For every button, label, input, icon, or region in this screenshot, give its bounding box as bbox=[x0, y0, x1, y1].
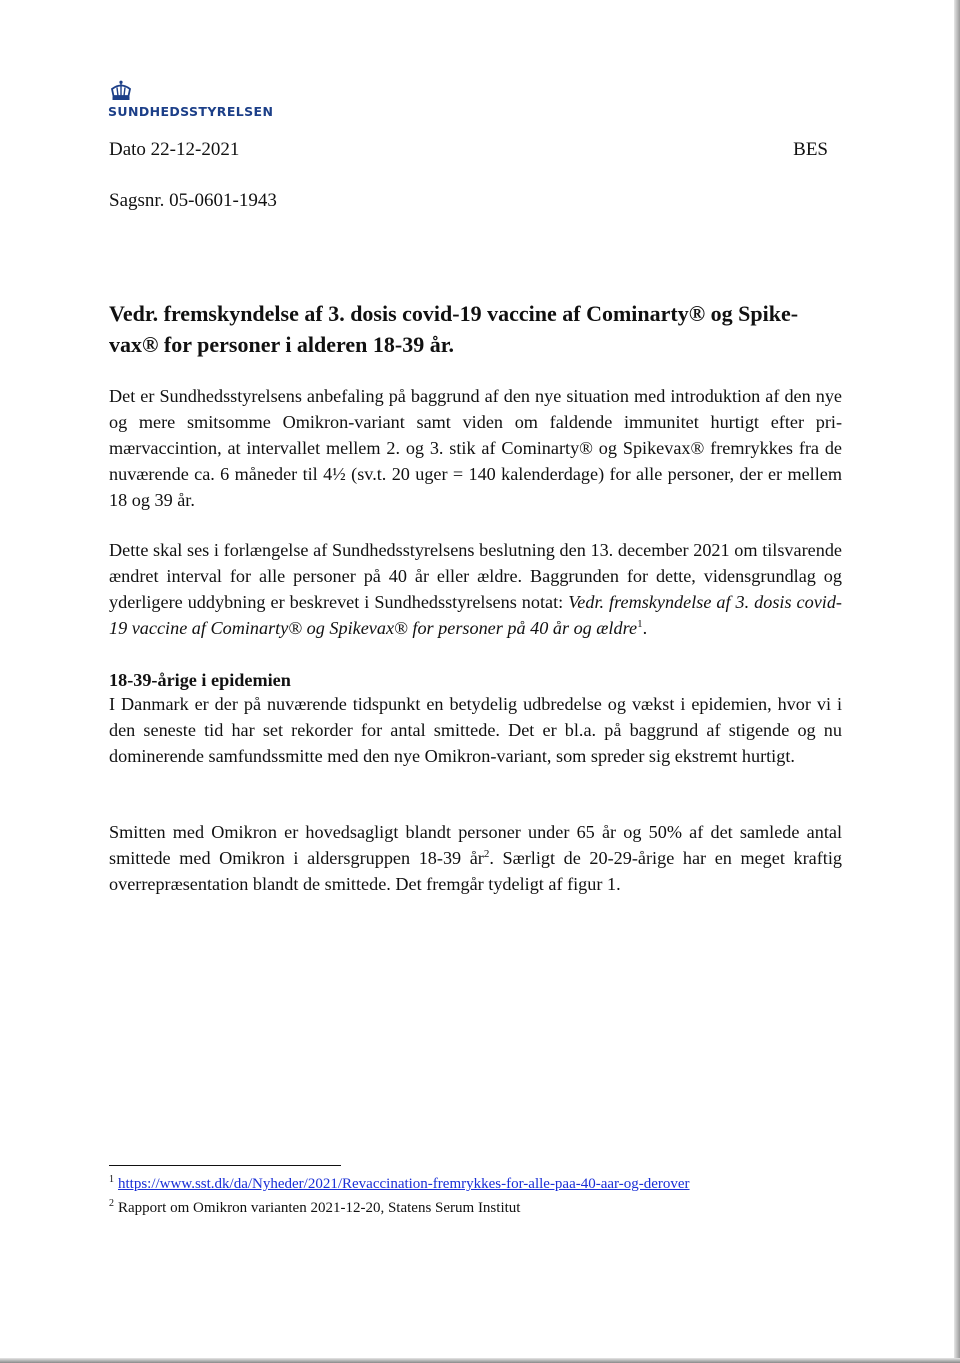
footnote-1 bbox=[109, 1174, 690, 1194]
footnote-link[interactable]: https://www.sst.dk/da/Nyheder/2021/Revaccination-fremrykkes-for-alle-paa-40-aar-og-derover bbox=[118, 1176, 690, 1192]
author-initials: BES bbox=[793, 139, 828, 160]
section-heading: 18-39-årige i epidemien bbox=[109, 670, 291, 690]
page-edge-shadow-bottom bbox=[0, 1358, 960, 1363]
footnote-2 bbox=[109, 1198, 520, 1218]
logo-text: SUNDHEDSSTYRELSEN bbox=[108, 104, 274, 119]
paragraph-epidemic: I Danmark er der på nuværende tidspunkt en betydelig udbredelse og vækst i epidemien, hvor vi i den seneste tid har set rekorder for antal smittede. Det er bl.a. på baggrund af stigende og nu dominerende samfundssmitte med den nye Omikron-variant, som spreder sig ekstremt hurtigt. bbox=[109, 694, 842, 766]
paragraph-omikron bbox=[109, 819, 842, 897]
paragraph-background bbox=[109, 537, 842, 641]
footnote-ref-2[interactable]: 2 bbox=[483, 847, 490, 860]
footnote-separator bbox=[109, 1165, 341, 1166]
document-title: Vedr. fremskyndelse af 3. dosis covid-19 vaccine af Cominarty® og Spikevax® for personer i alderen 18-39 år. bbox=[109, 301, 799, 357]
footnote-mark: 1 bbox=[109, 1174, 114, 1185]
paragraph-intro: Det er Sundhedsstyrelsens anbefaling på baggrund af den nye situation med introduktion af den nye og mere smitsomme Omikron-variant samt viden om faldende immunitet hurtigt efter primærvaccintion, at intervallet mellem 2. og 3. stik af Cominarty® og Spikevax® fremrykkes fra de nuværende ca. 6 måneder til 4½ (sv.t. 20 uger = 140 kalenderdage) for alle personer, der er mellem 18 og 39 år. bbox=[109, 386, 842, 510]
referenced-note-title: Vedr. fremskyndelse af 3. dosis covid-19 vaccine af Cominarty® og Spikevax® for personer på 40 år og ældre bbox=[109, 592, 842, 638]
paragraph-background-text: Dette skal ses i forlængelse af Sundhedsstyrelsens beslutning den 13. december 2021 om tilsvarende ændret interval for alle personer på 40 år eller ældre. Baggrunden for dette, vidensgrundlag og yderligere uddybning er beskrevet i Sundhedsstyrelsens notat: bbox=[109, 540, 842, 612]
footnote-text: Rapport om Omikron varianten 2021-12-20, Statens Serum Institut bbox=[118, 1200, 521, 1216]
page-edge-shadow-right bbox=[954, 0, 960, 1363]
footnote-mark: 2 bbox=[109, 1198, 114, 1209]
date-line: Dato 22-12-2021 bbox=[109, 139, 240, 160]
sundhedsstyrelsen-logo bbox=[108, 80, 273, 119]
paragraph-omikron-text-end: . Særligt de 20-29-årige har en meget kraftig overrepræsentation blandt de smittede. Det fremgår tydeligt af figur 1. bbox=[109, 848, 842, 894]
footnote-ref-1[interactable]: 1 bbox=[637, 617, 643, 630]
paragraph-omikron-text: Smitten med Omikron er hovedsagligt blandt personer under 65 år og 50% af det samlede antal smittede med Omikron i aldersgruppen 18-39 år bbox=[109, 822, 842, 868]
paragraph-background-end: . bbox=[642, 618, 648, 638]
case-number: Sagsnr. 05-0601-1943 bbox=[109, 190, 277, 211]
crown-icon bbox=[109, 80, 133, 102]
